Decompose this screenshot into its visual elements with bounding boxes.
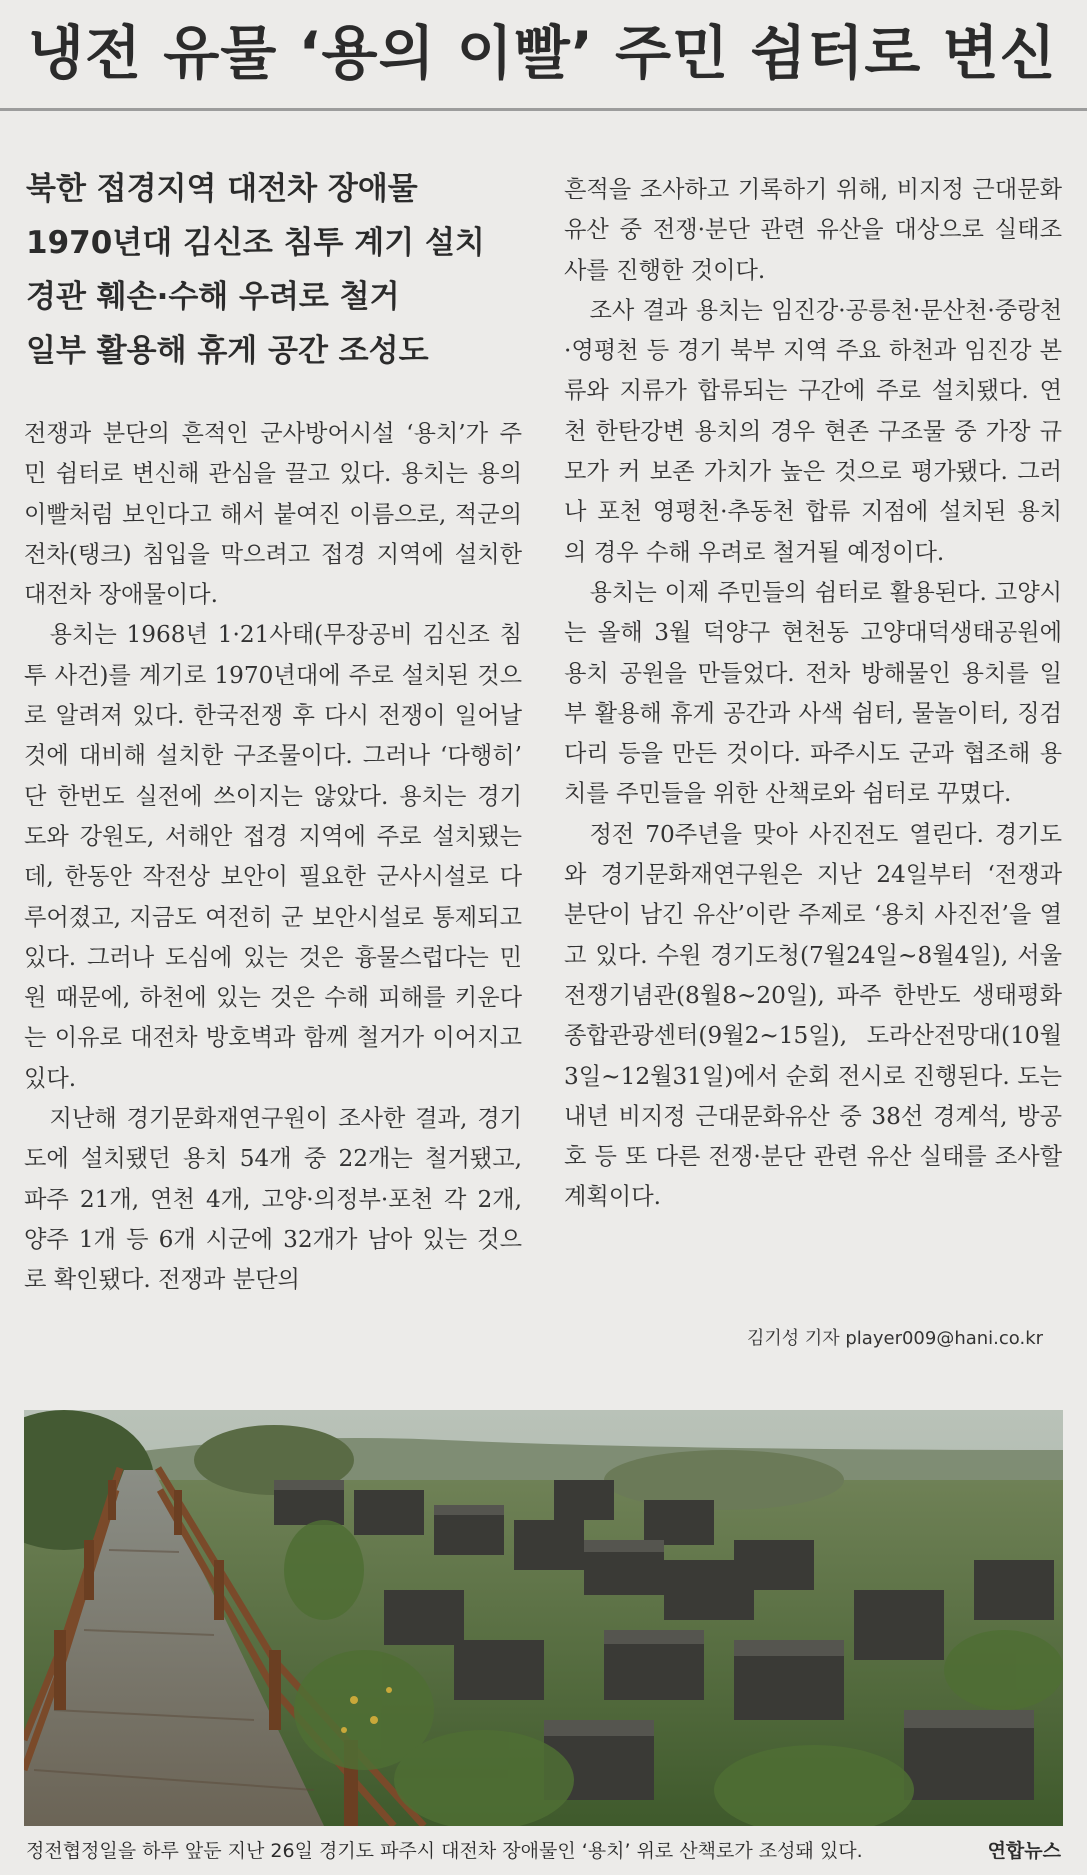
paragraph: 조사 결과 용치는 임진강·공릉천·문산천·중랑천·영평천 등 경기 북부 지역 주요 하천과 임진강 본류와 지류가 합류되는 구간에 주로 설치됐다. 연천 한탄강변 용치의 경우 현존 구조물 중 가장 규모가 커 보존 가치가 높은 것으로 평가됐다. 그러나 포천 영평천·추동천 합류 지점에 설치된 용치의 경우 수해 우려로 철거될 예정이다. [564,296,1062,566]
body-column-left [24,414,522,1301]
subheads [26,162,566,378]
subhead-1: 북한 접경지역 대전차 장애물 [26,171,418,207]
paragraph: 흔적을 조사하고 기록하기 위해, 비지정 근대문화유산 중 전쟁·분단 관련 유산을 대상으로 실태조사를 진행한 것이다. [564,176,1062,284]
subhead-4: 일부 활용해 휴게 공간 조성도 [26,333,429,369]
photo-illustration [24,1410,1063,1826]
headline-rule [0,108,1087,111]
paragraph: 용치는 이제 주민들의 쉼터로 활용된다. 고양시는 올해 3월 덕양구 현천동 고양대덕생태공원에 용치 공원을 만들었다. 전차 방해물인 용치를 일부 활용해 휴게 공간과 사색 쉼터, 물놀이터, 징검다리 등을 만든 것이다. 파주시도 군과 협조해 용치를 주민들을 위한 산책로와 쉼터로 꾸몄다. [564,578,1062,808]
subhead-2: 1970년대 김신조 침투 계기 설치 [26,225,485,261]
paragraph: 전쟁과 분단의 흔적인 군사방어시설 ‘용치’가 주민 쉼터로 변신해 관심을 끌고 있다. 용치는 용의 이빨처럼 보인다고 해서 붙여진 이름으로, 적군의 전차(탱크) 침입을 막으려고 접경 지역에 설치한 대전차 장애물이다. [24,420,522,609]
byline: 김기성 기자 player009@hani.co.kr [747,1328,1044,1349]
body-column-right [564,170,1062,1218]
paragraph: 용치는 1968년 1·21사태(무장공비 김신조 침투 사건)를 계기로 1970년대에 주로 설치된 것으로 알려져 있다. 한국전쟁 후 다시 전쟁이 일어날 것에 대비해 설치한 구조물이다. 그러나 ‘다행히’ 단 한번도 실전에 쓰이지는 않았다. 용치는 경기도와 강원도, 서해안 접경 지역에 주로 설치됐는데, 한동안 작전상 보안이 필요한 군사시설로 다루어졌고, 지금도 여전히 군 보안시설로 통제되고 있다. 그러나 도심에 있는 것은 흉물스럽다는 민원 때문에, 하천에 있는 것은 수해 피해를 키운다는 이유로 대전차 방호벽과 함께 철거가 이어지고 있다. [24,621,522,1092]
article-photo [24,1410,1063,1826]
photo-credit: 연합뉴스 [987,1840,1061,1862]
photo-caption: 정전협정일을 하루 앞둔 지난 26일 경기도 파주시 대전차 장애물인 ‘용치’ 위로 산책로가 조성돼 있다. [26,1840,863,1862]
paragraph: 정전 70주년을 맞아 사진전도 열린다. 경기도와 경기문화재연구원은 지난 24일부터 ‘전쟁과 분단이 남긴 유산’이란 주제로 ‘용치 사진전’을 열고 있다. 수원 경기도청(7월24일~8월4일), 서울 전쟁기념관(8월8~20일), 파주 한반도 생태평화 종합관광센터(9월2~15일), 도라산전망대(10월3일~12월31일)에서 순회 전시로 진행된다. 도는 내년 비지정 근대문화유산 중 38선 경계석, 방공호 등 또 다른 전쟁·분단 관련 유산 실태를 조사할 계획이다. [564,820,1062,1211]
subhead-3: 경관 훼손·수해 우려로 철거 [26,279,400,315]
paragraph: 지난해 경기문화재연구원이 조사한 결과, 경기도에 설치됐던 용치 54개 중 22개는 철거됐고, 파주 21개, 연천 4개, 고양·의정부·포천 각 2개, 양주 1개 등 6개 시군에 32개가 남아 있는 것으로 확인됐다. 전쟁과 분단의 [24,1105,522,1294]
headline: 냉전 유물 ‘용의 이빨’ 주민 쉼터로 변신 [28,19,1057,87]
